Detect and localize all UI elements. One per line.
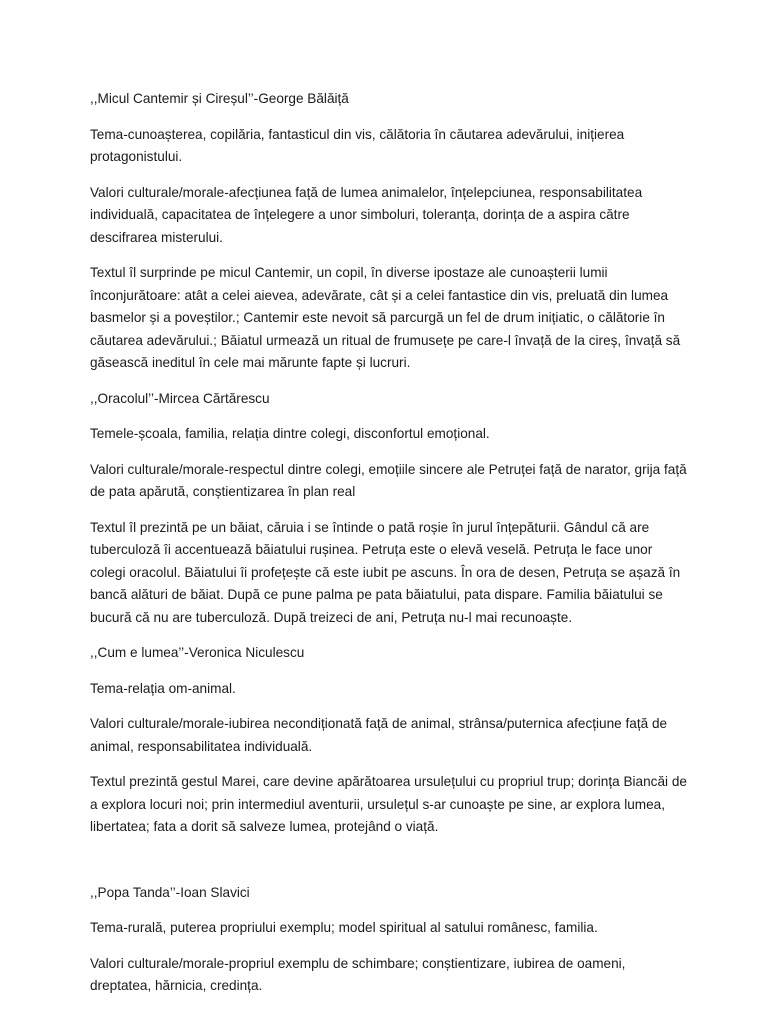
title-popa-tanda: ,,Popa Tanda’’-Ioan Slavici (90, 884, 250, 900)
values-popa-tanda: Valori culturale/morale-propriul exemplu de schimbare; conștientizare, iubirea de oameni, dreptatea, hărnicia, credința. (90, 955, 626, 993)
summary-oracolul: Textul îl prezintă pe un băiat, căruia i se întinde o pată roșie în jurul înțepăturii. Gândul că are tuberculoză îi accentuează băiatului rușinea. Petruța este o elevă veselă. Petruța le face unor colegi oracolul. Băiatului îi profețește că este iubit pe ascuns. În ora de desen, Petruța se așază în bancă alături de băiat. După ce pune palma pe pata băiatului, pata dispare. Familia băiatului se bucură că nu are tuberculoză. După treizeci de ani, Petruța nu-l mai recunoaște. (90, 519, 681, 625)
section-gap (90, 852, 688, 882)
theme-cantemir: Tema-cunoașterea, copilăria, fantasticul din vis, călătoria în căutarea adevărului, inițierea protagonistului. (90, 126, 625, 164)
theme-oracolul: Temele-școala, familia, relația dintre colegi, disconfortul emoțional. (90, 426, 490, 441)
values-cantemir: Valori culturale/morale-afecțiunea față de lumea animalelor, înțelepciunea, responsabilitatea individuală, capacitatea de înțelegere a unor simboluri, toleranța, dorința de a aspira către descifrarea misterului. (90, 184, 643, 245)
values-cum-e-lumea: Valori culturale/morale-iubirea necondiționată față de animal, strânsa/puternica afecțiune față de animal, responsabilitatea individuală. (90, 716, 668, 754)
values-oracolul: Valori culturale/morale-respectul dintre colegi, emoțiile sincere ale Petruței față de narator, grija față de pata apărută, conștientizarea în plan real (90, 461, 687, 499)
title-cum-e-lumea: ,,Cum e lumea’’-Veronica Niculescu (90, 645, 305, 660)
document-page (90, 88, 688, 1011)
summary-cum-e-lumea: Textul prezintă gestul Marei, care devine apărătoarea ursulețului cu propriul trup; dorința Biancăi de a explora locuri noi; prin intermediul aventurii, ursulețul s-ar cunoaște pe sine, ar explora lumea, libertatea; fata a dorit să salveze lumea, protejând o viață. (90, 774, 687, 834)
title-oracolul: ,,Oracolul’’-Mircea Cărtărescu (90, 390, 270, 406)
theme-cum-e-lumea: Tema-relația om-animal. (90, 680, 236, 696)
summary-cantemir: Textul îl surprinde pe micul Cantemir, un copil, în diverse ipostaze ale cunoașterii lumii înconjurătoare: atât a celei aievea, adevărate, cât și a celei fantastice din vis, preluată din lumea basmelor și a poveștilor.; Cantemir este nevoit să parcurgă un fel de drum inițiatic, o călătorie în căutarea adevărului.; Băiatul urmează un ritual de frumusețe pe care-l învață de la cireș, învață să găsească ineditul în cele mai mărunte fapte și lucruri. (90, 265, 681, 370)
theme-popa-tanda: Tema-rurală, puterea propriului exemplu; model spiritual al satului românesc, familia. (90, 920, 598, 935)
title-cantemir: ,,Micul Cantemir și Cireșul’’-George Bălăiță (90, 91, 349, 106)
